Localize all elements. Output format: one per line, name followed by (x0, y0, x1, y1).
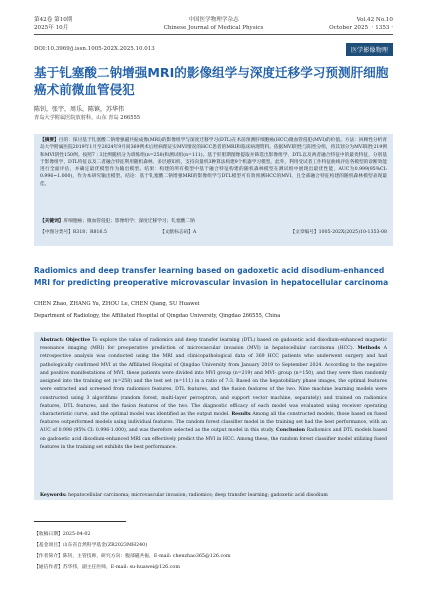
objective-text: To explore the value of radiomics and deep transfer learning (DTL) based on gadoxetic acid disodium-enhanced magnetic resonance imaging (MRI) for preoperative prediction of microvascular invasion (MVI) in hepatocellular carcinoma (HCC). (40, 338, 387, 352)
header-rule (34, 34, 393, 35)
header-volume-cn: 第42卷 第10期 (34, 17, 73, 23)
header-journal-cn: 中国医学物理学杂志 (188, 17, 239, 23)
abstract-en-label: Abstract: (40, 338, 64, 343)
conclusion-label: Conclusion (276, 428, 306, 434)
title-cn: 基于钆塞酸二钠增强MRI的影像组学与深度迁移学习预测肝细胞癌术前微血管侵犯 (34, 65, 389, 97)
header-volume-en: Vol.42 No.10 (356, 17, 393, 23)
footnote-funding: 【基金项目】山东省自然科学基金(ZR2023MH240) (34, 543, 148, 548)
keywords-en (40, 493, 387, 498)
footnote-rule (34, 521, 126, 522)
title-en: Radiomics and deep transfer learning based on gadoxetic acid disodium-enhanced MRI for predicting preoperative microvascular invasion in hepatocellular carcinoma (34, 266, 389, 287)
footnote-corresponding-author: 【通信作者】苏华伟，副主任医师，E-mail: su-huawei@126.com (34, 565, 180, 570)
results-label: Results (231, 411, 251, 417)
clc-number: 【中图分类号】R318；R816.5 (40, 230, 107, 235)
methods-text: A retrospective analysis was conducted using the MRI and clinicopathological data of 369 HCC patients who underwent surgery and had pathologically confirmed MVI at the Affiliated Hospital of Qingdao University from January 2019 to September 2024. According to the negative and positive manifestations of MVI, these patients were divided into MVI group (n=219) and MVI- group (n=150), and they were then randomly assigned into the training set (n=258) and the test set (n=111) in a ratio of 7:3. Based on the hepatobiliary phase images, the optimal features were extracted and screened from radiomics features, DTL features, and the fusion features of the two. Nine machine learning models were constructed using 3 algorithms (random forest, multi-layer perceptron, and support vector machine, separately) and trained on radiomics features, DTL features, and the fusion features of the two. The diagnostic efficacy of each model was evaluated using receiver operating characteristic curve, and the optimal model was identified as the output model. (40, 346, 387, 417)
header-journal-en: Chinese Journal of Medical Physics (163, 25, 264, 31)
authors-cn: 陈钊，张宇，周乐，陈镇，苏华伟 (34, 106, 125, 113)
header-date-cn: 2025年 10月 (34, 25, 69, 31)
keywords-cn-label: 【关键词】 (40, 219, 64, 224)
results-text: Among all the constructed models, those based on fused features outperformed models using individual features. The random forest classifier model in the training set had the best performance, with an AUC of 0.998 (95% CI: 0.996-1.000), and was therefore selected as the output model in this study. (40, 411, 387, 434)
footnote-author-bio: 【作者简介】陈钊，主管技师，研究方向：腹部磁共振，E-mail: chenzhao365@126.com (34, 554, 231, 559)
abstract-cn-text: 目的：探讨基于钆塞酸二钠增强磁共振成像(MRI)的影像组学与深度迁移学习(DTL)在术前预测肝细胞癌(HCC)微血管侵犯(MVI)的价值。方法：回顾性分析青岛大学附属医院2019年1月至2024年9月间369例术后经病理证实MVI情况的HCC患者的MRI和临床病理资料。依据MVI阴性与阳性分组，将其划分为MVI阳性219例和MVI阴性150例。按照7∶3比例随机分为训练组(n=258)和测试组(n=111)。基于肝胆期图像提取并筛选出影像组学、DTL以及两者融合特征中的最优特征，分别基于影像组学、DTL特征以及二者融合特征利用随机森林、多层感知机、支持向量机3种算法构建9个机器学习模型。此外，利用受试者工作特征曲线评估各模型的诊断效能进行全面评估，并确定最优模型作为输出模型。结果：构建的所有模型中基于融合特征构建的随机森林模型在测试组中展现出最优性能，AUC为0.999(95%CI: 0.996~1.000)，作为本研究输出模型。结论：基于钆塞酸二钠增强MRI的影像组学与DTL模型可有效预测HCC的MVI，且全部融合特征构建的随机森林模型表现最佳。 (40, 138, 387, 187)
affiliation-en: Department of Radiology, the Affiliated Hospital of Qingdao University, Qingdao 266555, China (34, 313, 281, 319)
doi: DOI:10.3969/j.issn.1005-202X.2025.10.013 (34, 46, 155, 52)
affiliation-cn: 青岛大学附属医院放射科，山东 青岛 266555 (34, 115, 141, 121)
objective-label: Objective (65, 338, 91, 343)
header-date-en: October 2025 (329, 25, 369, 31)
abstract-cn-label: 【摘要】 (40, 138, 59, 143)
header-date-page-en (329, 25, 393, 32)
keywords-en-label: Keywords: (40, 493, 67, 498)
footnote-received: 【收稿日期】2025-04-02 (34, 532, 91, 537)
abstract-en (40, 337, 387, 452)
header-page-number: · 1353 · (371, 25, 393, 31)
document-code: 【文献标志码】A (160, 230, 197, 235)
abstract-cn (40, 137, 387, 188)
section-badge: 医学影像物理 (346, 43, 393, 56)
article-number: 【文章编号】1005-202X(2025)10-1353-08 (290, 230, 387, 235)
methods-label: Methods (357, 346, 381, 352)
keywords-cn (40, 218, 387, 224)
conclusion-text: Radiomics and DTL models based on gadoxetic acid disodium-enhanced MRI can effectively predict the MVI in HCC. Among these, the random forest classifier model utilizing fused features in the training set exhibits the best performance. (40, 428, 387, 450)
keywords-en-text: hepatocellular carcinoma; microvascular invasion; radiomics; deep transfer learning; gadoxetic acid disodium (68, 493, 328, 498)
keywords-cn-text: 肝细胞癌；微血管侵犯；影像组学；深度迁移学习；钆塞酸二钠 (63, 219, 195, 224)
authors-en: CHEN Zhao, ZHANG Yu, ZHOU Le, CHEN Qiang, SU Huawei (34, 301, 200, 307)
